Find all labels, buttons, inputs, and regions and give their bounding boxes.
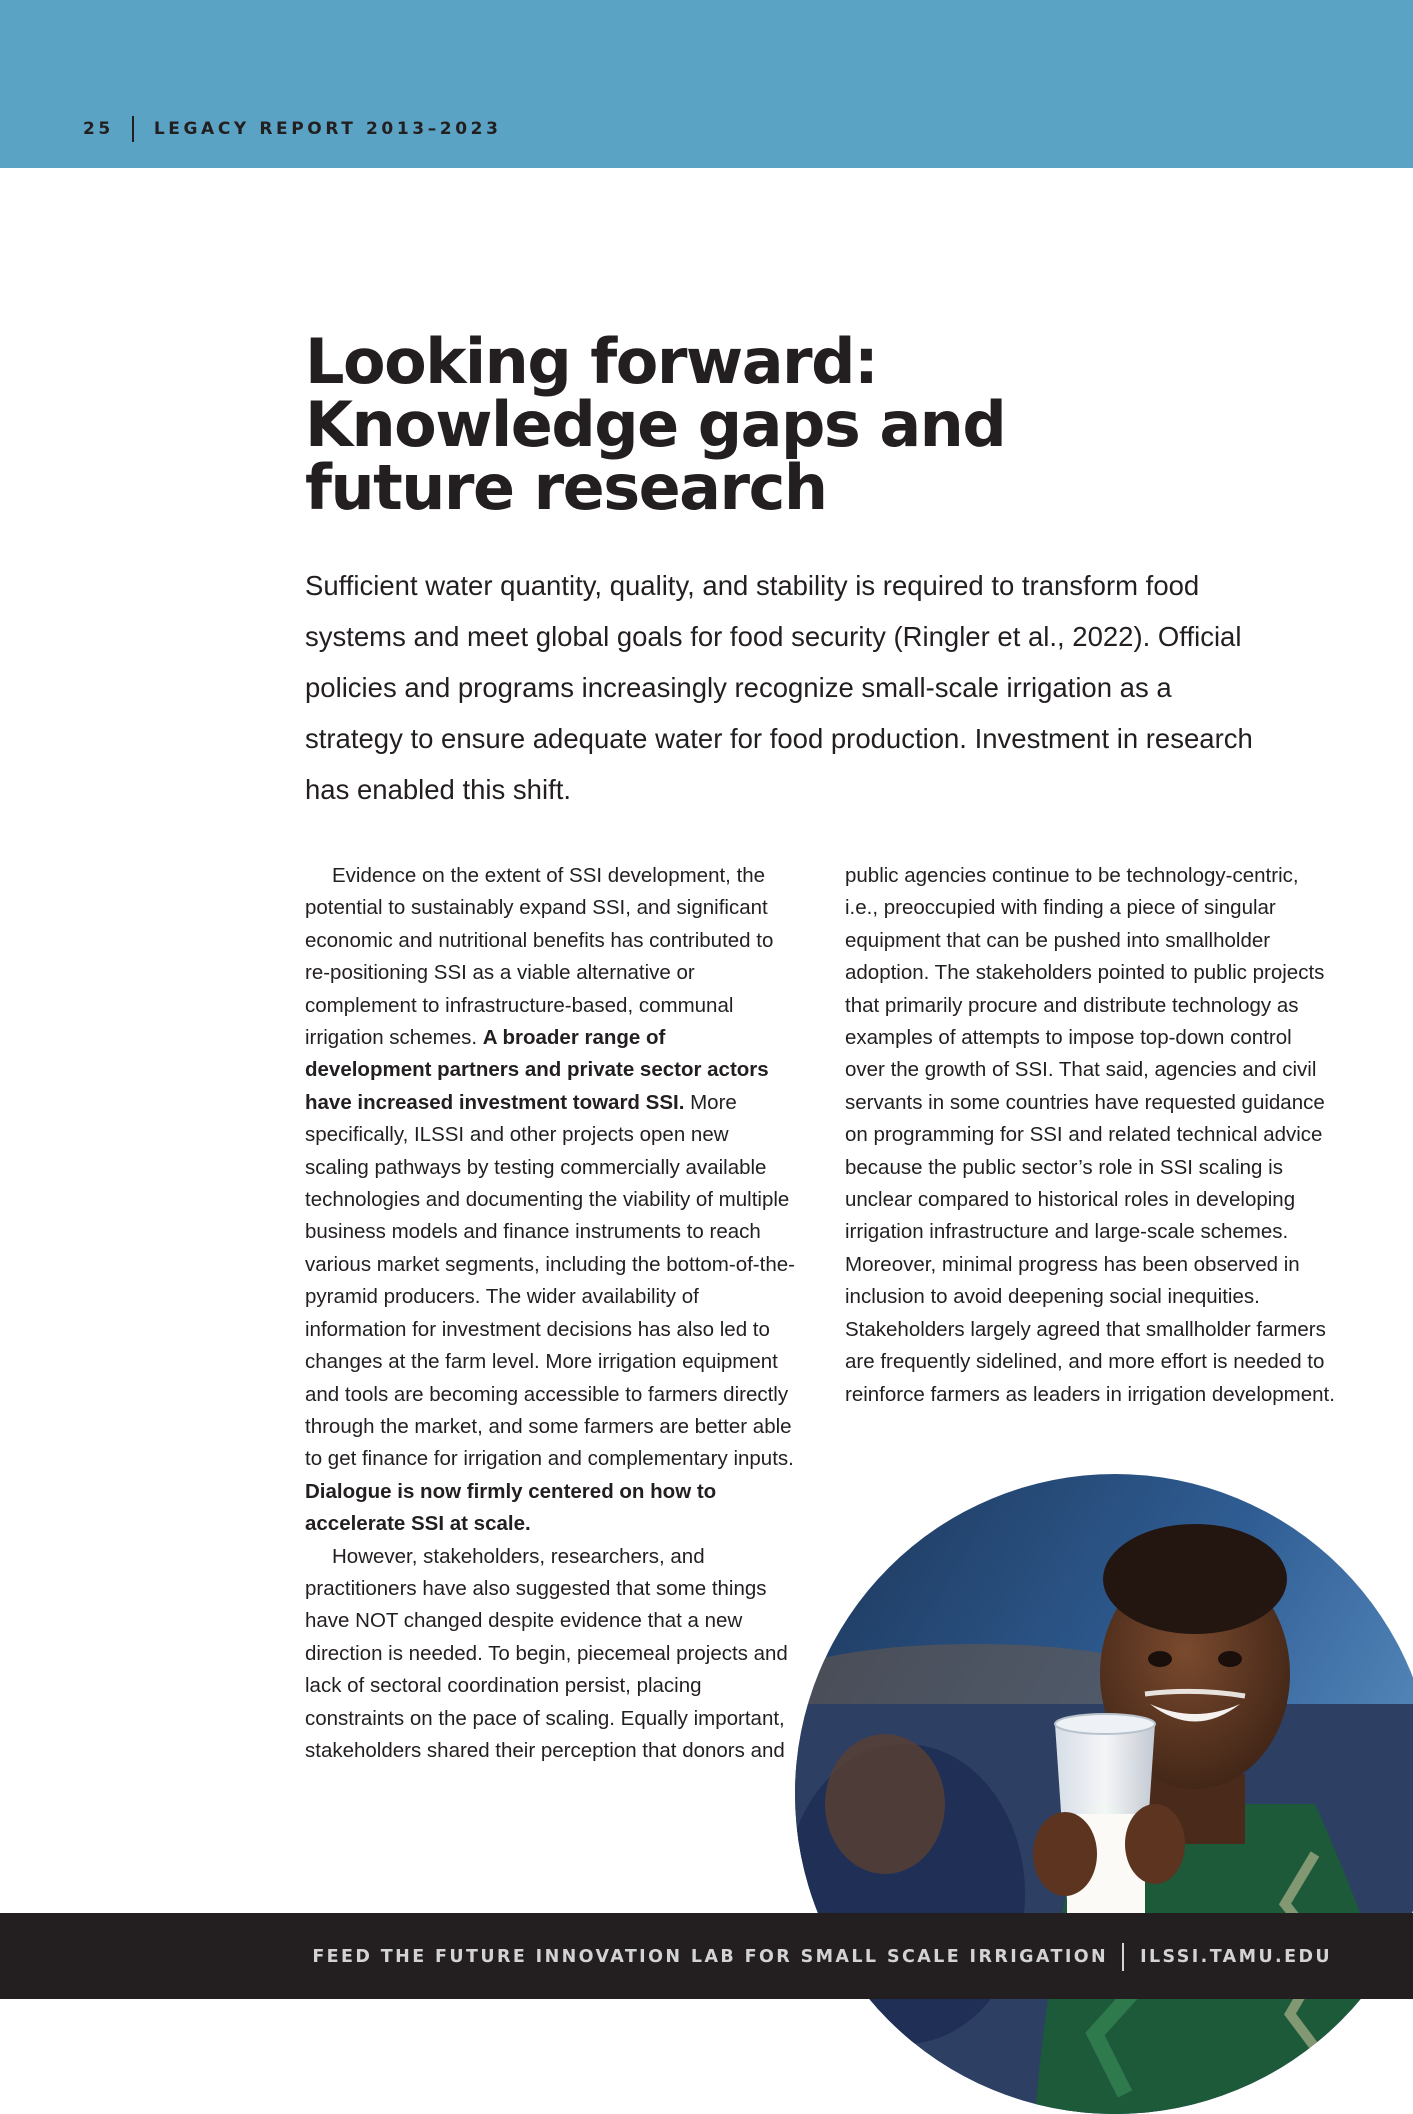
footer-organization: FEED THE FUTURE INNOVATION LAB FOR SMALL SCALE IRRIGATION: [312, 1947, 1109, 1967]
page-title: [305, 325, 1065, 524]
p1-highlight-b: Dialogue is now firmly centered on how to accelerate SSI at scale.: [305, 1479, 717, 1536]
body-column-right: [845, 860, 1335, 1411]
header-band: [0, 0, 1413, 168]
report-title: LEGACY REPORT 2013–2023: [153, 119, 502, 139]
body-column-left: [305, 860, 795, 1767]
p1-highlight-a: A broader range of development partners and private sector actors have increased investment toward SSI.: [305, 1026, 769, 1114]
photo-child-drinking-milk: [795, 1474, 1413, 2114]
footer-website-link[interactable]: ILSSI.TAMU.EDU: [1140, 1947, 1332, 1967]
body-paragraph-1: [305, 860, 795, 1541]
footer-divider: [1122, 1943, 1124, 1971]
body-paragraph-2: However, stakeholders, researchers, and practitioners have also suggested that some things have NOT changed despite evidence that a new direction is needed. To begin, piecemeal projects and lack of sectoral coordination persist, placing constraints on the pace of scaling. Equally important, stakeholders shared their perception that donors and: [305, 1544, 788, 1762]
page-footer: [312, 1943, 1332, 1971]
title-line-3: future research: [305, 451, 827, 524]
lead-paragraph: Sufficient water quantity, quality, and stability is required to transform food systems and meet global goals for food security (Ringler et al., 2022). Official policies and programs increasingly recognize small-scale irrigation as a strategy to ensure adequate water for food production. Investment in research has enabled this shift.: [305, 570, 1253, 805]
page-number: 25: [83, 119, 114, 139]
header-divider: [132, 116, 134, 142]
title-line-2: Knowledge gaps and: [305, 388, 1006, 461]
body-paragraph-2-continued: public agencies continue to be technology-centric, i.e., preoccupied with finding a piece of singular equipment that can be pushed into smallholder adoption. The stakeholders pointed to public projects that primarily procure and distribute technology as examples of attempts to impose top-down control over the growth of SSI. That said, agencies and civil servants in some countries have requested guidance on programming for SSI and related technical advice because the public sector’s role in SSI scaling is unclear compared to historical roles in developing irrigation infrastructure and large-scale schemes. Moreover, minimal progress has been observed in inclusion to avoid deepening social inequities. Stakeholders largely agreed that smallholder farmers are frequently sidelined, and more effort is needed to reinforce farmers as leaders in irrigation development.: [845, 864, 1335, 1406]
title-line-1: Looking forward:: [305, 325, 878, 398]
p1-text-b: More specifically, ILSSI and other projects open new scaling pathways by testing commercially available technologies and documenting the viability of multiple business models and finance instruments to reach various market segments, including the bottom-of-the-pyramid producers. The wider availability of information for investment decisions has also led to changes at the farm level. More irrigation equipment and tools are becoming accessible to farmers directly through the market, and some farmers are better able to get finance for irrigation and complementary inputs.: [305, 1090, 795, 1471]
page-header: [83, 116, 502, 142]
p1-text-a: Evidence on the extent of SSI development, the potential to sustainably expand SSI, and significant economic and nutritional benefits has contributed to re-positioning SSI as a viable alternative or complement to infrastructure-based, communal irrigation schemes.: [305, 864, 774, 1050]
photo-illustration: [795, 1474, 1413, 2114]
